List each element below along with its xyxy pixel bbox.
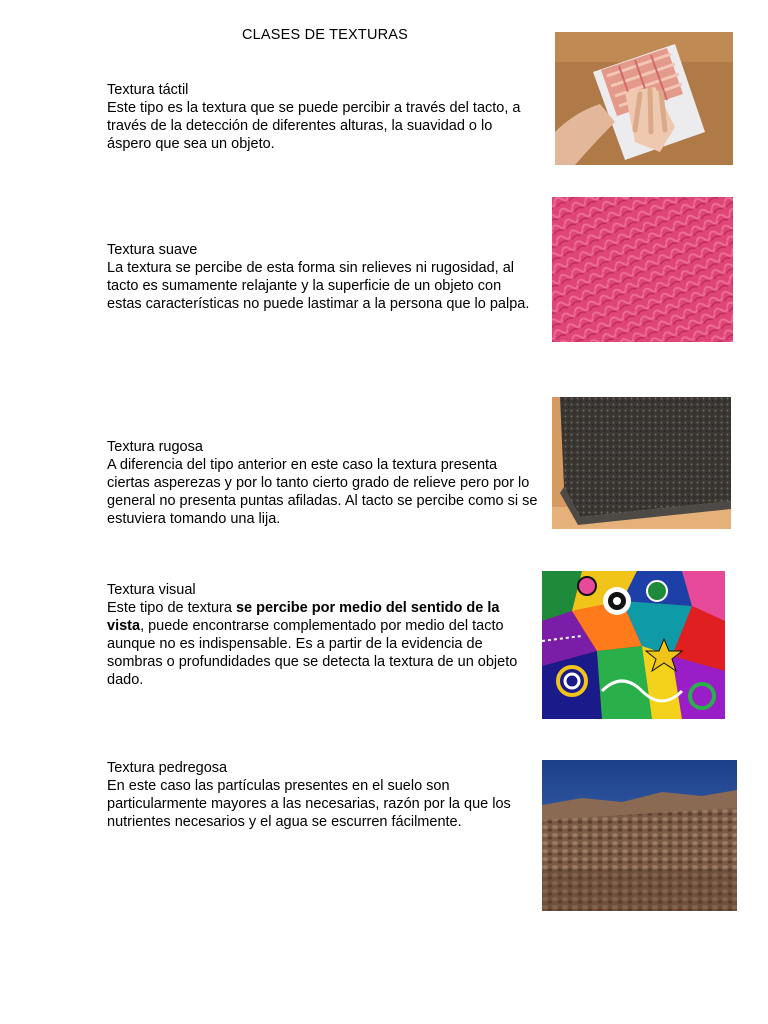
- section-body: A diferencia del tipo anterior en este caso la textura presenta ciertas asperezas y por lo tanto cierto grado de relieve pero por lo general no presenta puntas afiladas. Al tacto se percibe como si se estuviera tomando una lija.: [107, 457, 538, 527]
- section-title: Textura rugosa: [107, 439, 203, 455]
- section-title: Textura visual: [107, 582, 196, 598]
- soft-texture-image: [552, 197, 733, 342]
- section-textura-visual: [107, 581, 539, 689]
- visual-texture-image: [542, 571, 725, 719]
- page-title: CLASES DE TEXTURAS: [241, 27, 409, 43]
- body-text: , puede encontrarse complementado por medio del tacto aunque no es indispensable. Es a partir de la evidencia de sombras o profundidades que se detecta la textura de un objeto dado.: [107, 618, 518, 688]
- section-body: La textura se percibe de esta forma sin relieves ni rugosidad, al tacto es sumamente relajante y la superficie de un objeto con estas características no puede lastimar a la persona que lo palpa.: [107, 260, 530, 312]
- section-textura-suave: [107, 241, 539, 313]
- tactile-texture-image: [555, 32, 733, 165]
- section-body: En este caso las partículas presentes en el suelo son particularmente mayores a las necesarias, razón por la que los nutrientes necesarios y el agua se escurren fácilmente.: [107, 778, 511, 830]
- section-body: Este tipo es la textura que se puede percibir a través del tacto, a través de la detección de diferentes alturas, la suavidad o lo áspero que sea un objeto.: [107, 100, 521, 152]
- section-title: Textura táctil: [107, 82, 189, 98]
- section-title: Textura suave: [107, 242, 198, 258]
- section-body: [107, 599, 539, 689]
- body-bold-text: se percibe por medio del sentido de la vista: [107, 600, 500, 634]
- section-textura-tactil: [107, 81, 539, 153]
- section-textura-pedregosa: [107, 759, 539, 831]
- section-textura-rugosa: [107, 438, 539, 528]
- section-title: Textura pedregosa: [107, 760, 228, 776]
- rough-texture-image: [552, 397, 731, 529]
- stony-texture-image: [542, 760, 737, 911]
- body-text: Este tipo de textura: [107, 600, 236, 616]
